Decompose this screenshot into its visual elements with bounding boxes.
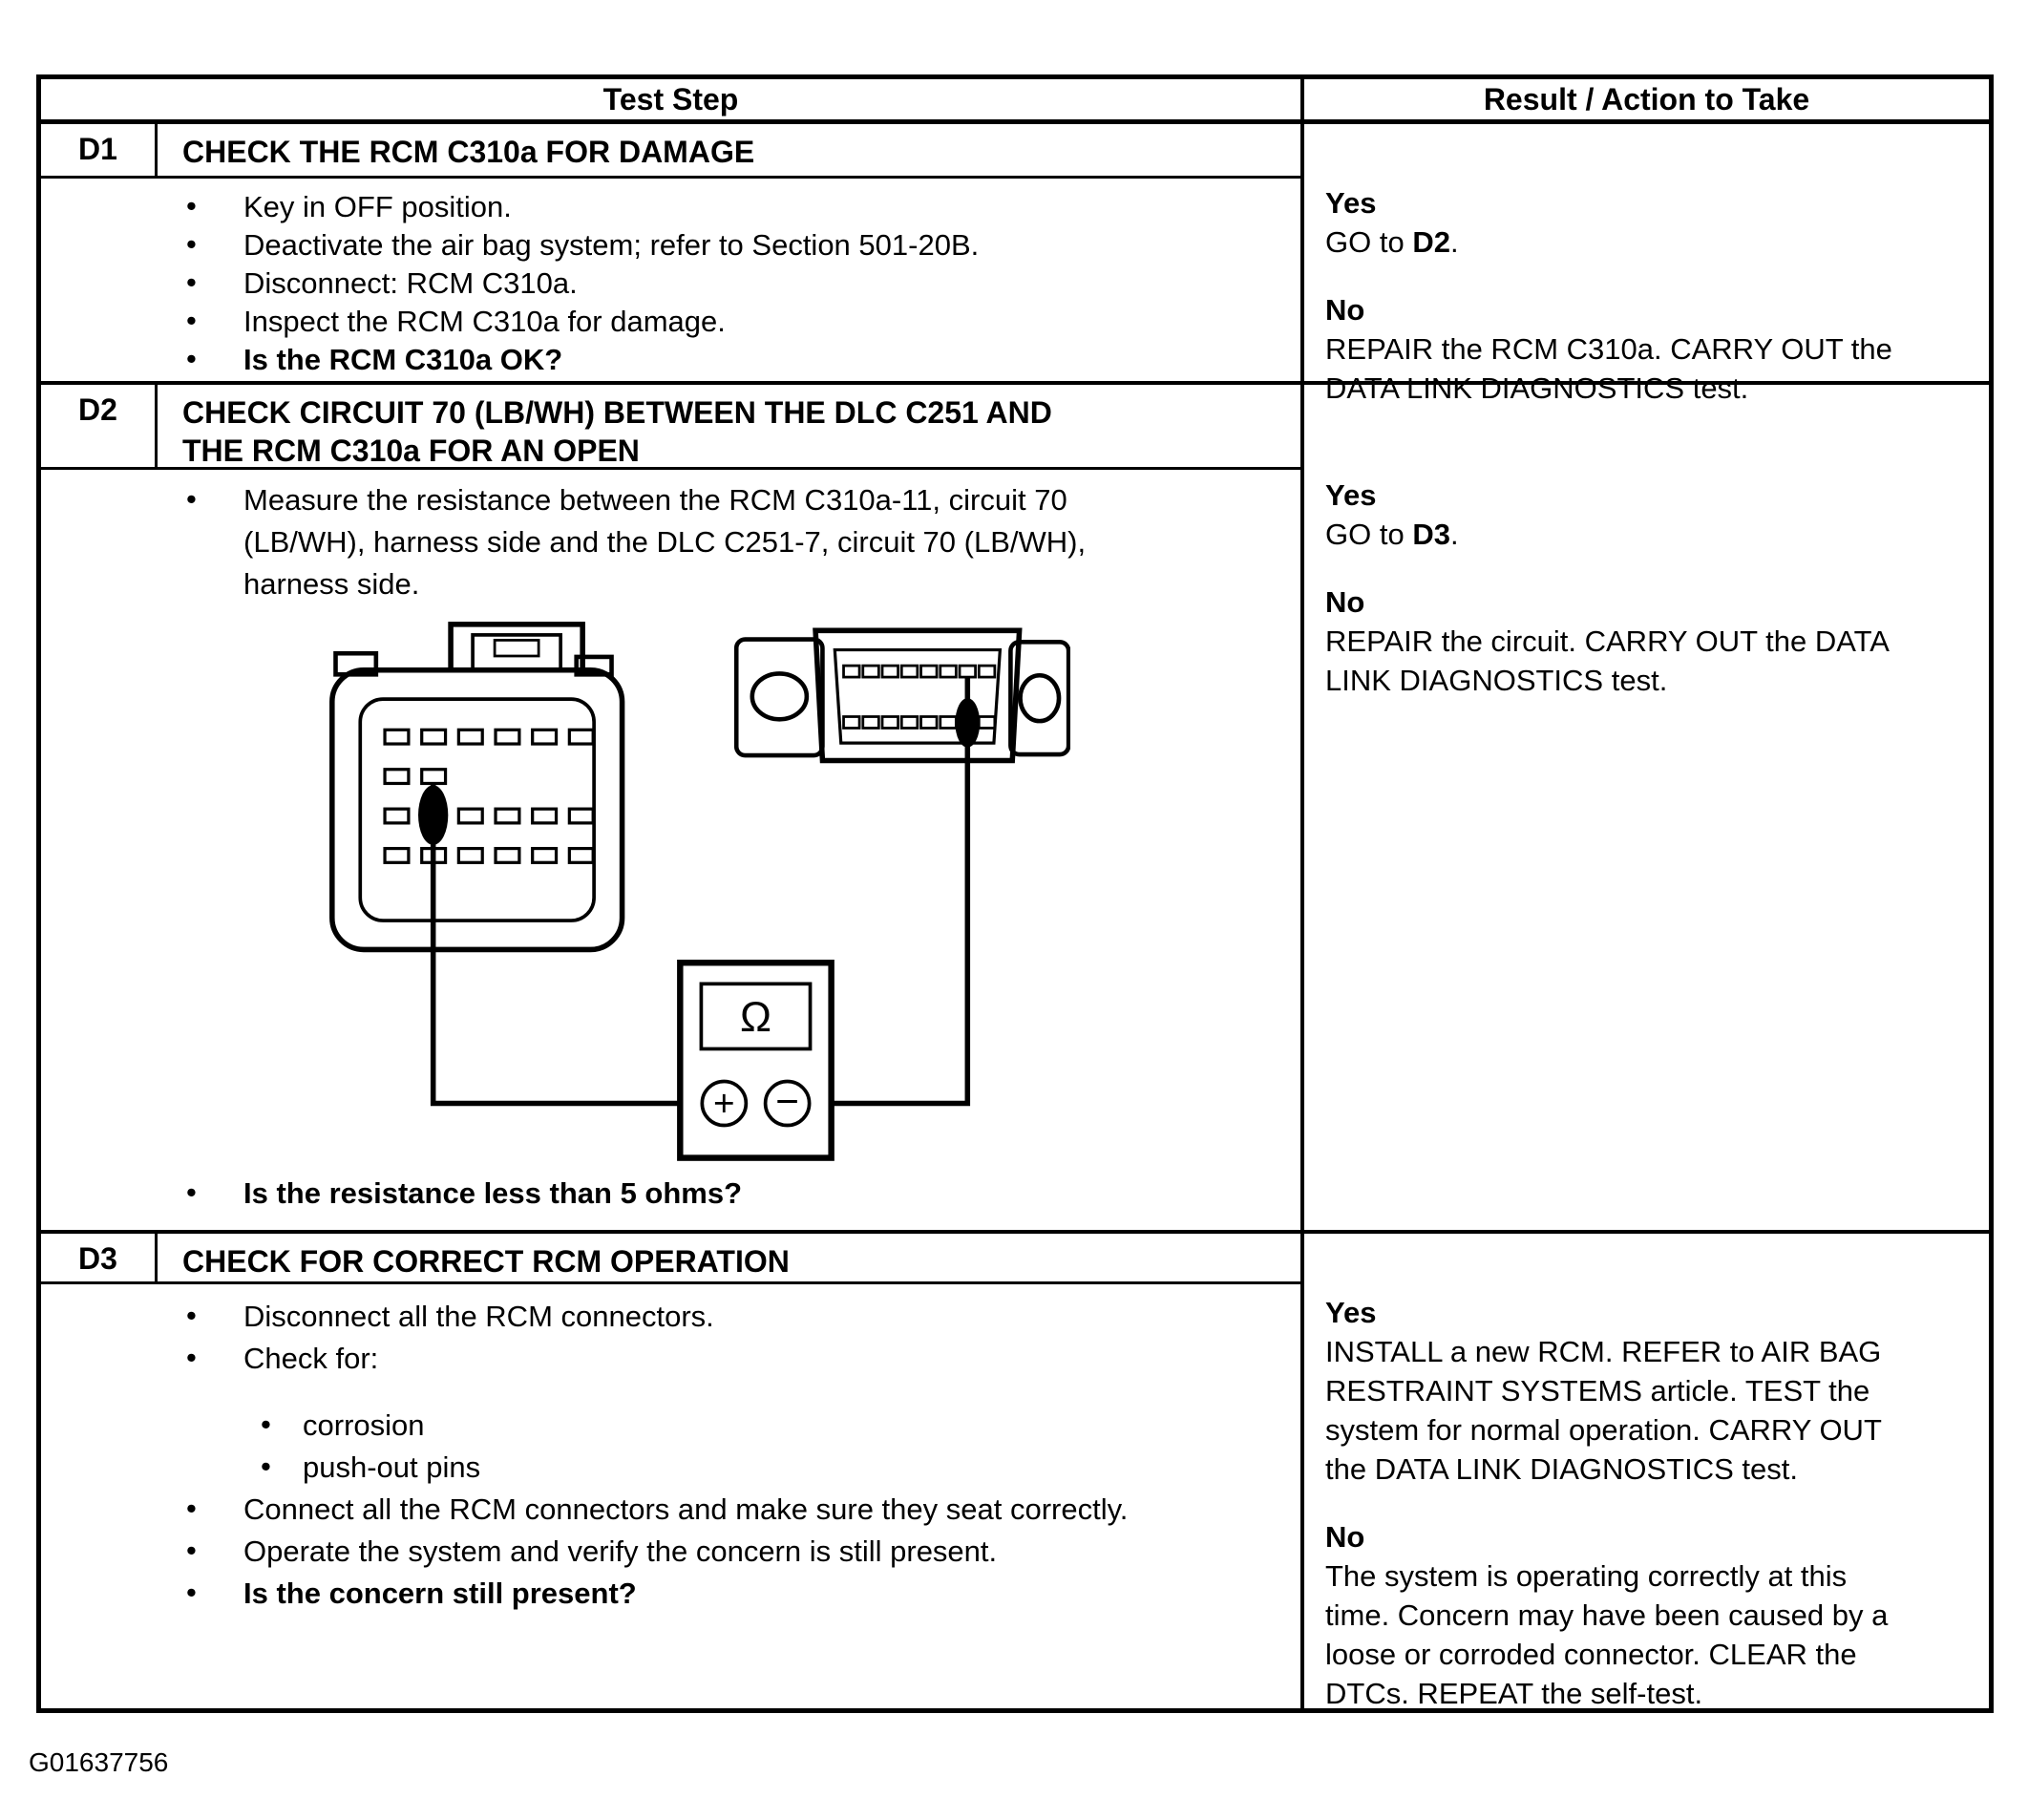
mounting-ear-left [736,640,822,756]
list-item-text: Check for: [243,1342,379,1375]
list-item [184,1531,1162,1573]
dlc-c251-connector [736,630,1068,760]
resistance-measurement-diagram [297,611,1070,1165]
step-title-d2-text: CHECK CIRCUIT 70 (LB/WH) BETWEEN THE DLC C251 AND THE RCM C310a FOR AN OPEN [182,395,1052,468]
list-item-text: push-out pins [303,1450,481,1484]
list-item-text: Connect all the RCM connectors and make sure they seat correctly. [243,1492,1129,1526]
step-result-d3 [1300,1234,1989,1708]
list-item-question [184,1173,1162,1215]
no-action: REPAIR the RCM C310a. CARRY OUT the DATA LINK DIAGNOSTICS test. [1325,332,1892,405]
bullet-icon: • [186,1299,197,1332]
sub-list-item [259,1405,1221,1447]
rcm-c310a-connector [332,624,623,950]
yes-action-period: . [1449,225,1459,259]
list-item-question [184,1573,1162,1615]
no-label: No [1325,293,1365,327]
plus-terminal-label: + [713,1083,735,1125]
list-item-text: Deactivate the air bag system; refer to Section 501-20B. [243,228,980,262]
no-action: The system is operating correctly at this time. Concern may have been caused by a loose or corroded connector. CLEAR the DTCs. REPEAT the self-test. [1325,1559,1889,1710]
bullet-icon: • [186,342,197,375]
step-id-d3: D3 [41,1234,158,1284]
test-lead-positive [433,783,703,1103]
yes-action-period: . [1449,518,1459,551]
step-id-d1: D1 [41,124,158,179]
sub-list-item [259,1447,1221,1489]
list-item-text: Key in OFF position. [243,190,512,223]
bullet-icon: • [186,482,197,516]
bullet-icon: • [261,1450,271,1483]
rcm-pin-grid [385,730,593,862]
step-title-d3-text: CHECK FOR CORRECT RCM OPERATION [182,1244,790,1279]
step-title-d3 [158,1234,1300,1284]
pinpoint-test-table [36,74,1994,1713]
step-id-d2: D2 [41,385,158,470]
probe-contact-dlc [955,698,980,748]
list-item-text: Disconnect: RCM C310a. [243,266,578,300]
list-item [184,188,1162,226]
bullet-icon: • [186,189,197,222]
list-item-text: Is the concern still present? [243,1577,637,1610]
no-label: No [1325,585,1365,619]
list-item-text: Is the RCM C310a OK? [243,343,563,376]
yes-action [1325,515,1903,554]
step-result-d2 [1300,385,1989,1234]
step-result-d1 [1300,124,1989,405]
list-item [184,265,1162,303]
list-item-text: Is the resistance less than 5 ohms? [243,1176,743,1210]
no-action: REPAIR the circuit. CARRY OUT the DATA LINK DIAGNOSTICS test. [1325,624,1889,697]
no-label: No [1325,1520,1365,1554]
bullet-icon: • [186,304,197,337]
step-body-d2 [41,470,1300,1234]
connector-latch [451,624,582,670]
yes-action [1325,222,1903,262]
go-to-target: D2 [1412,225,1450,259]
bullet-icon: • [186,265,197,299]
yes-action: INSTALL a new RCM. REFER to AIR BAG RESTRAINT SYSTEMS article. TEST the system for normal operation. CARRY OUT the DATA LINK DIAGNOSTICS test. [1325,1335,1882,1486]
ohm-symbol: Ω [739,994,771,1042]
yes-label: Yes [1325,478,1377,512]
bullet-icon: • [261,1407,271,1441]
step-title-d2 [158,385,1300,470]
column-header-test-step [41,79,1300,124]
list-item-text: Disconnect all the RCM connectors. [243,1300,714,1333]
step-body-d3 [41,1284,1300,1708]
step-title-d1 [158,124,1300,179]
step-body-d1 [41,179,1300,385]
list-item [184,1338,1162,1380]
list-item [184,479,1162,605]
column-header-test-step-label: Test Step [602,81,739,116]
mounting-hole-left [752,673,807,719]
bullet-icon: • [186,1576,197,1609]
list-item [184,1489,1162,1531]
list-item-text: corrosion [303,1408,425,1442]
list-item-text: Operate the system and verify the concern is still present. [243,1534,998,1568]
list-item-text: Measure the resistance between the RCM C310a-11, circuit 70 (LB/WH), harness side and the DLC C251-7, circuit 70 (LB/WH), harness side. [243,483,1087,601]
mounting-hole-right [1021,675,1060,721]
yes-action-text: GO to [1325,225,1413,259]
column-header-result-label: Result / Action to Take [1483,81,1810,116]
bullet-icon: • [186,1341,197,1374]
list-item [184,303,1162,341]
figure-id: G01637756 [29,1747,169,1777]
list-item [184,226,1162,265]
minus-terminal-label: − [775,1078,799,1124]
list-item-question [184,341,1162,379]
column-header-result [1300,79,1989,124]
bullet-icon: • [186,1534,197,1567]
yes-label: Yes [1325,186,1377,220]
step-title-d1-text: CHECK THE RCM C310a FOR DAMAGE [182,135,755,169]
ohmmeter [680,963,831,1157]
list-item-text: Inspect the RCM C310a for damage. [243,305,726,338]
yes-action-text: GO to [1325,518,1413,551]
go-to-target: D3 [1412,518,1450,551]
bullet-icon: • [186,1492,197,1525]
yes-label: Yes [1325,1296,1377,1329]
bullet-icon: • [186,227,197,261]
list-item [184,1296,1162,1338]
bullet-icon: • [186,1175,197,1209]
